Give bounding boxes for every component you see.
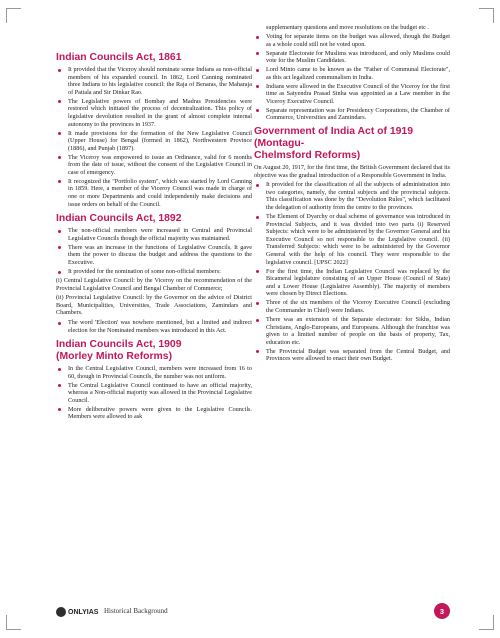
list-item: Separate Electorate for Muslims was introduced, and only Muslims could vote for the Muslim Candidates. <box>254 50 450 65</box>
list-item: Separate representation was for Presidency Corporations, the Chamber of Commerce, Universities and Zamindars. <box>254 107 450 122</box>
section-heading: Indian Councils Act, 1861 <box>56 52 182 63</box>
bullet-list <box>56 227 252 275</box>
list-item: More deliberative powers were given to the Legislative Councils. Members were allowed to ask <box>56 406 252 421</box>
crop-mark <box>479 8 494 23</box>
right-column <box>254 24 450 368</box>
list-item: Lord Minto came to be known as the "Father of Communal Electorate", as this act legalized communalism in India. <box>254 66 450 81</box>
list-item: It provided that the Viceroy should nominate some Indians as non-official members of his expanded council. In 1862, Lord Canning nominated three Indians to his legislative council: the Raja of Benaras, the Maharaja of Patiala and Sir Dinkar Rao. <box>56 66 252 96</box>
paragraph: (i) Central Legislative Council: by the Viceroy on the recommendation of the Provincial Legislative Council and Bengal Chamber of Commerce; <box>56 276 252 292</box>
footer-title: Historical Background <box>104 607 168 615</box>
list-item: The non-official members were increased in Central and Provincial Legislative Councils though the official majority was maintained. <box>56 227 252 242</box>
list-item: The Central Legislative Council continued to have an official majority, whereas a Non-official majority was allowed in the Provincial Legislative Council. <box>56 382 252 405</box>
bullet-list <box>254 24 450 122</box>
logo-text: ONLYIAS <box>68 608 99 616</box>
list-item: The Viceroy was empowered to issue an Ordinance, valid for 6 months from the date of issue, without the consent of the Legislative Council in case of emergency. <box>56 154 252 177</box>
crop-mark <box>6 615 21 630</box>
list-item: Voting for separate items on the budget was allowed, though the Budget as a whole could still not be voted upon. <box>254 33 450 48</box>
heading-line: (Morley Minto Reforms) <box>56 351 173 363</box>
section-ica-1909 <box>56 339 252 421</box>
list-item: In the Central Legislative Council, members were increased from 16 to 60, though in Provincial Councils, the number was not uniform. <box>56 365 252 380</box>
list-item: The Legislative powers of Bombay and Madras Presidencies were restored which initiated the process of decentralization. This policy of legislative devolution resulted in the grant of almost complete internal autonomy to the provinces in 1937. <box>56 98 252 128</box>
bullet-list <box>56 319 252 334</box>
paragraph: (ii) Provincial Legislative Council: by the Governor on the advice of District Board, Municipalities, Universities, Trade Associations, Zamindars and Chambers. <box>56 294 252 317</box>
section-ica-1861 <box>56 52 252 208</box>
heading-line: Indian Councils Act, 1909 <box>56 339 182 351</box>
list-item: There was an extension of the Separate electorate: for Sikhs, Indian Christians, Anglo-Europeans, and Europeans. Although the franchise was given to a limited number of people on the basis of property, Tax, education etc. <box>254 316 450 346</box>
heading-line: Government of India Act of 1919 (Montagu- <box>254 126 413 150</box>
list-item: It made provisions for the formation of the New Legislative Council (Upper House) for Bengal (formed in 1862), Northwestern Province (1886), and Punjab (1897). <box>56 130 252 153</box>
list-item: There was an increase in the functions of Legislative Councils. It gave them the power to discuss the budget and address the questions to the Executive. <box>56 244 252 267</box>
list-item: Indians were allowed in the Executive Council of the Viceroy for the first time as Satyendra Prasad Sinha was appointed as a Law member in the Viceroy Executive Council. <box>254 83 450 106</box>
page-footer <box>56 606 450 620</box>
section-heading <box>56 339 252 363</box>
publisher-logo <box>56 606 98 618</box>
list-item: The word 'Election' was nowhere mentioned, but a limited and indirect election for the Nominated members was introduced in this Act. <box>56 319 252 334</box>
list-item-continuation: supplementary questions and move resolutions on the budget etc . <box>266 24 429 31</box>
heading-line: Chelmsford Reforms) <box>254 150 361 162</box>
list-item: It recognized the "Portfolio system", which was started by Lord Canning in 1859. Here, a member of the Viceroy Council was made in charge of one or more Departments and could independently make decisions and issue orders on behalf of the Council. <box>56 178 252 208</box>
list-item: It provided for the nomination of some non-official members: <box>56 268 252 276</box>
crop-mark <box>479 615 494 630</box>
section-heading: Indian Councils Act, 1892 <box>56 213 182 225</box>
page-number: 3 <box>434 603 450 619</box>
section-ica-1892 <box>56 213 252 334</box>
section-goi-1919 <box>254 126 450 363</box>
paragraph: On August 20, 1917, for the first time, the British Government declared that its objective was the gradual introduction of a Responsible Government in India. <box>254 164 450 179</box>
list-item: It provided for the classification of all the subjects of administration into two categories, namely, the central subjects and the provincial subjects. This classification was done by the "Devolution Rules", which facilitated the delegation of authority from the centre to the provinces. <box>254 181 450 211</box>
bullet-list <box>254 181 450 363</box>
list-item: The Element of Dyarchy or dual scheme of governance was introduced in Provincial Subjects, and it was divided into two parts (i) Reserved Subjects: which were to be administered by the Governor General and his Executive Council so not responsible to the Legislative council. (ii) Transferred Subjects: which were to be administered by the Governor General with the help of his council. They were responsible to the legislative council. [UPSC 2022] <box>254 213 450 266</box>
left-column <box>56 52 252 426</box>
section-heading <box>254 126 450 162</box>
list-item: The Provincial Budget was separated from the Central Budget, and Provinces were allowed to enact their own Budget. <box>254 348 450 363</box>
logo-icon <box>56 607 66 617</box>
list-item: For the first time, the Indian Legislative Council was replaced by the Bicameral legislature consisting of an Upper House (Council of State) and a Lower House (Legislative Assembly). The majority of members were chosen by Direct Elections. <box>254 268 450 298</box>
crop-mark <box>6 8 21 23</box>
list-item: Three of the six members of the Viceroy Executive Council (excluding the Commander in Chief) were Indians. <box>254 299 450 314</box>
bullet-list <box>56 365 252 421</box>
bullet-list <box>56 66 252 208</box>
